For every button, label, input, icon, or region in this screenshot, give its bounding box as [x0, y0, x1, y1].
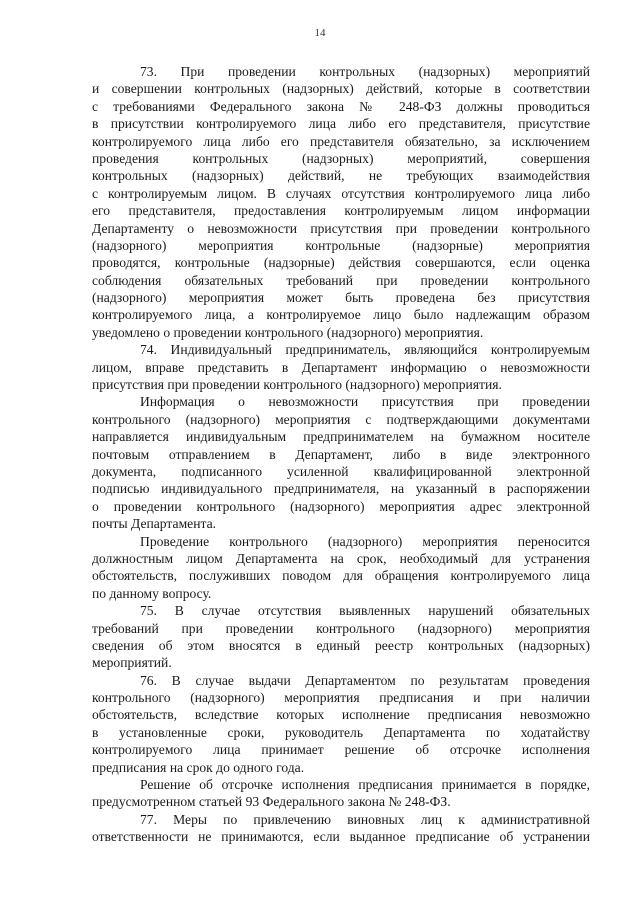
text-line: с требованиями Федерального закона № 248-ФЗ должны проводиться — [92, 98, 590, 114]
text-line: сведения об этом вносятся в единый реестр контрольных (надзорных) — [92, 637, 590, 653]
text-line: 76. В случае выдачи Департаментом по результатам проведения — [140, 672, 590, 688]
text-line: 73. При проведении контрольных (надзорных) мероприятий — [140, 64, 590, 79]
text-line: контрольного (надзорного) мероприятия предписания и при наличии — [92, 690, 590, 706]
text-line: контролируемого лица, а контролируемое лицо было надлежащим образом — [92, 307, 590, 323]
text-line: контрольного (надзорного) мероприятия с подтверждающими документами — [92, 411, 590, 427]
text-line: направляется индивидуальным предпринимателем на бумажном носителе — [92, 429, 590, 445]
text-line: мероприятий. — [92, 655, 172, 671]
page-number: 14 — [314, 27, 326, 39]
text-line: проводятся, контрольные (надзорные) действия совершаются, если оценка — [92, 255, 590, 271]
text-line: документа, подписанного усиленной квалифицированной электронной — [92, 463, 590, 479]
text-line: Информация о невозможности присутствия при проведении — [140, 394, 590, 410]
text-line: предусмотренном статьей 93 Федерального закона № 248-ФЗ. — [92, 794, 451, 810]
text-line: с контролируемым лицом. В случаях отсутствия контролируемого лица либо — [92, 185, 590, 201]
text-line: (надзорного) мероприятия может быть проведена без присутствия — [92, 290, 590, 306]
text-line: в присутствии контролируемого лица либо его представителя, присутствие — [92, 116, 590, 132]
text-line: и совершении контрольных (надзорных) действий, которые в соответствии — [92, 81, 590, 97]
text-line: контролируемого лица принимает решение об отсрочке исполнения — [92, 742, 590, 758]
text-line: обстоятельств, вследствие которых исполнение предписания невозможно — [92, 707, 590, 723]
text-line: соблюдения обязательных требований при проведении контрольного — [92, 272, 590, 288]
text-line: присутствия при проведении контрольного (надзорного) мероприятия. — [92, 377, 502, 393]
document-body — [92, 63, 590, 846]
text-line: Решение об отсрочке исполнения предписания принимается в порядке, — [140, 777, 590, 793]
text-line: его представителя, предоставления контролируемым лицом информации — [92, 203, 590, 219]
text-line: лицом, вправе представить в Департамент информацию о невозможности — [92, 359, 590, 375]
text-line: в установленные сроки, руководитель Департамента по ходатайству — [92, 724, 590, 740]
text-line: контролируемого лица либо его представителя обязательно, за исключением — [92, 133, 590, 149]
text-line: 74. Индивидуальный предприниматель, являющийся контролируемым — [140, 342, 590, 358]
text-line: Проведение контрольного (надзорного) мероприятия переносится — [140, 533, 590, 549]
text-line: требований при проведении контрольного (надзорного) мероприятия — [92, 620, 590, 636]
text-line: ответственности не принимаются, если выданное предписание об устранении — [92, 829, 590, 845]
text-line: предписания на срок до одного года. — [92, 759, 305, 775]
text-line: почтовым отправлением в Департамент, либо в виде электронного — [92, 446, 590, 462]
text-line: уведомлено о проведении контрольного (надзорного) мероприятия. — [92, 324, 484, 340]
text-line: почты Департамента. — [92, 516, 217, 532]
text-line: (надзорного) мероприятия контрольные (надзорные) мероприятия — [92, 237, 590, 253]
text-line: Департаменту о невозможности присутствия при проведении контрольного — [92, 220, 590, 236]
text-line: о проведении контрольного (надзорного) мероприятия адрес электронной — [92, 498, 590, 514]
text-line: 75. В случае отсутствия выявленных нарушений обязательных — [140, 603, 590, 619]
text-line: по данному вопросу. — [92, 585, 212, 601]
text-line: контрольных (надзорных) действий, не требующих взаимодействия — [92, 168, 590, 184]
text-line: должностным лицом Департамента на срок, необходимый для устранения — [92, 550, 590, 566]
text-line: проведения контрольных (надзорных) мероприятий, совершения — [92, 150, 590, 166]
text-line: подписью индивидуального предпринимателя, на указанный в распоряжении — [92, 481, 590, 497]
text-line: 77. Меры по привлечению виновных лиц к административной — [140, 811, 590, 827]
text-line: обстоятельств, послуживших поводом для обращения контролируемого лица — [92, 568, 590, 584]
